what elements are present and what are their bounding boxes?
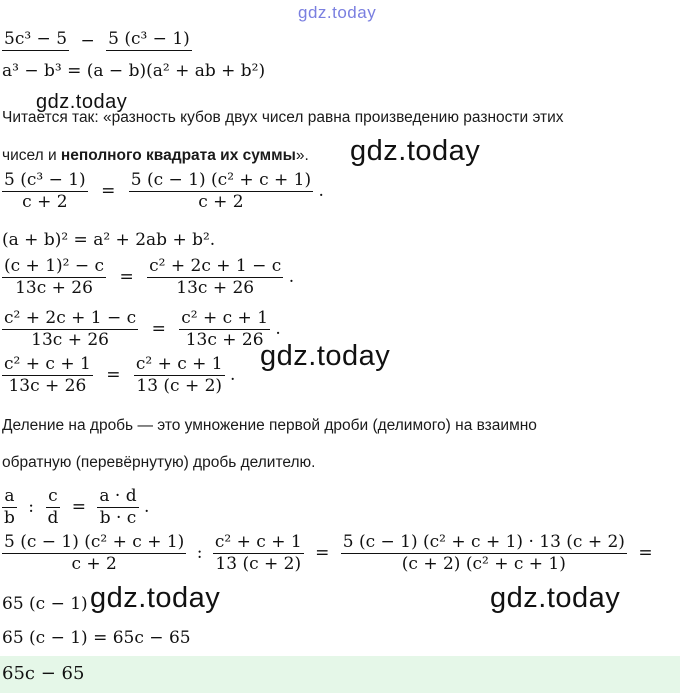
watermark-top: gdz.today [298, 3, 377, 22]
fraction [2, 310, 138, 349]
denominator: d [47, 508, 59, 528]
minus-sign: − [80, 30, 95, 51]
fraction [341, 534, 627, 573]
fraction [97, 488, 138, 527]
expression-difference [2, 31, 192, 51]
numerator: a [4, 486, 15, 506]
watermark: gdz.today [90, 582, 221, 614]
fraction [213, 534, 304, 573]
rule-text-line-1: Деление на дробь — это умножение первой дроби (делимого) на взаимно [2, 417, 537, 434]
numerator: c² + 2c + 1 − c [149, 256, 282, 276]
numerator: c [48, 486, 58, 506]
period: . [288, 267, 295, 287]
denominator: c + 2 [22, 192, 68, 212]
rule-text-line-2 [2, 147, 309, 165]
fraction [45, 488, 60, 527]
fraction [2, 172, 88, 211]
fraction [129, 172, 313, 211]
period: . [230, 365, 236, 385]
formula-difference-of-cubes: a³ − b³ = (a − b)(a² + ab + b²) [2, 61, 266, 81]
denominator: 13c + 26 [31, 330, 109, 350]
period: . [144, 497, 150, 517]
watermark: gdz.today [350, 135, 481, 167]
period: . [318, 181, 324, 201]
rule-text-line-2: обратную (перевёрнутую) дробь делителю. [2, 454, 316, 471]
numerator: (c + 1)² − c [4, 256, 105, 276]
denominator: b · c [99, 508, 137, 528]
denominator: c + 2 [198, 192, 244, 212]
equation-step-3 [2, 172, 324, 211]
expansion-equation: 65 (c − 1) = 65c − 65 [2, 628, 191, 648]
rule-text-end: ». [295, 147, 309, 164]
equals-sign: = [106, 365, 121, 385]
answer-panel [0, 656, 680, 693]
fraction [2, 534, 186, 573]
fraction [134, 356, 225, 395]
fraction [2, 488, 17, 527]
period: . [275, 319, 281, 339]
rule-bold-text: неполного квадрата их суммы [60, 147, 296, 164]
equation-step-9 [2, 534, 653, 573]
equals-sign: = [71, 497, 86, 517]
rule-text: чисел и [2, 147, 61, 164]
formula-fraction-division [2, 488, 149, 527]
equation-step-6 [2, 310, 281, 349]
numerator: 5 (c³ − 1) [108, 29, 190, 49]
equals-sign: = [101, 181, 116, 201]
denominator: (c + 2) (c² + c + 1) [401, 554, 566, 574]
result-expression: 65 (c − 1) [2, 594, 88, 614]
final-answer: 65c − 65 [2, 663, 85, 684]
denominator: 13 (c + 2) [215, 554, 302, 574]
watermark: gdz.today [36, 91, 128, 113]
equals-sign: = [119, 267, 134, 287]
numerator: a · d [99, 486, 137, 506]
numerator: c² + c + 1 [135, 354, 223, 374]
watermark: gdz.today [260, 340, 391, 372]
numerator: c² + 2c + 1 − c [4, 308, 137, 328]
denominator: b [4, 508, 15, 528]
numerator: 5 (c − 1) (c² + c + 1) · 13 (c + 2) [342, 532, 625, 552]
numerator: 5 (c − 1) (c² + c + 1) [4, 532, 185, 552]
formula-square-of-sum: (a + b)² = a² + 2ab + b². [2, 230, 216, 250]
numerator: 5 (c³ − 1) [4, 170, 86, 190]
denominator: 13 (c + 2) [136, 376, 223, 396]
numerator: c² + c + 1 [214, 532, 302, 552]
division-colon: : [28, 497, 35, 517]
equation-step-7 [2, 356, 235, 395]
fraction [2, 258, 106, 297]
fraction [179, 310, 270, 349]
denominator: 13c + 26 [8, 376, 87, 396]
numerator: c² + c + 1 [181, 308, 269, 328]
fraction-right [106, 31, 192, 51]
numerator: 5c³ − 5 [4, 29, 68, 49]
denominator: 13c + 26 [185, 330, 264, 350]
numerator: c² + c + 1 [4, 354, 91, 374]
numerator: 5 (c − 1) (c² + c + 1) [130, 170, 312, 190]
watermark: gdz.today [490, 582, 621, 614]
equals-sign: = [151, 319, 166, 339]
denominator: 13c + 26 [176, 278, 255, 298]
fraction [147, 258, 283, 297]
denominator: c + 2 [71, 554, 117, 574]
equals-sign: = [638, 543, 653, 563]
equals-sign: = [315, 543, 330, 563]
denominator: 13c + 26 [15, 278, 93, 298]
rule-text-line-1: Читается так: «разность кубов двух чисел равна произведению разности этих [2, 109, 564, 126]
fraction [2, 356, 93, 395]
fraction-left [2, 31, 69, 51]
division-colon: : [196, 543, 203, 563]
equation-step-5 [2, 258, 294, 297]
